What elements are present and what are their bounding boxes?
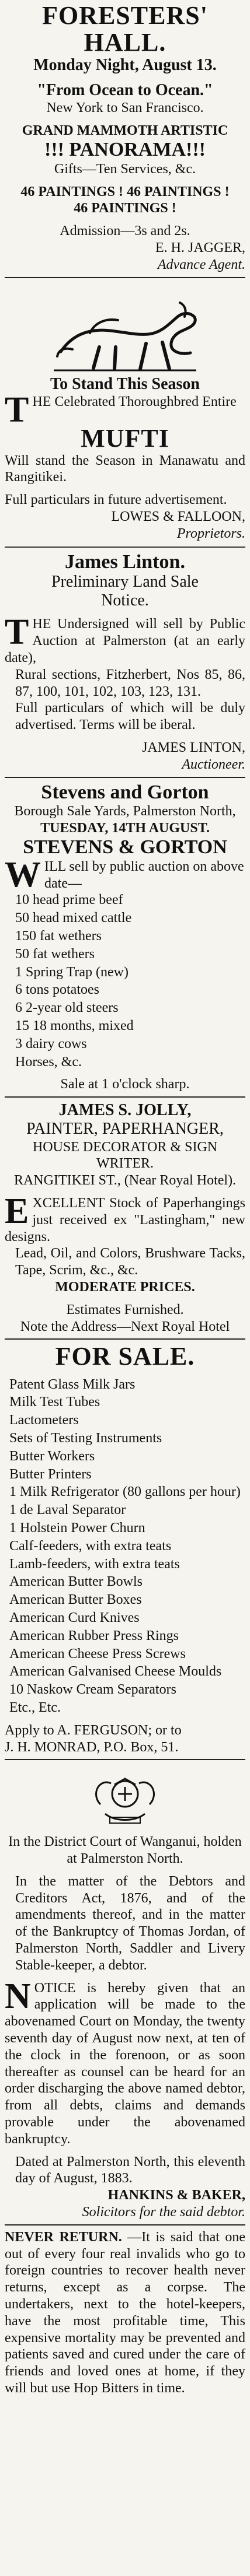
linton-sign-title: Auctioneer.: [182, 756, 245, 772]
divider: [5, 2224, 245, 2225]
linton-ad: [5, 551, 245, 778]
court-sign: HANKINS & BAKER,: [107, 2188, 245, 2203]
list-item: Etc., Etc.: [9, 1699, 61, 1715]
mufti-name: MUFTI: [81, 424, 169, 453]
ad-date: Monday Night, August 13.: [33, 56, 217, 75]
list-item: Patent Glass Milk Jars: [9, 1376, 136, 1392]
jolly-body: XCELLENT Stock of Paperhangings just received ex "Lastingham," new designs.: [5, 1196, 245, 1245]
court-dated: Dated at Palmerston North, this eleventh day of August, 1883.: [15, 2154, 245, 2186]
stevens-items: [5, 892, 245, 1070]
royal-crest-icon: [5, 1764, 245, 1834]
linton-body-2: Rural sections, Fitzherbert, Nos 85, 86, 87, 100, 101, 102, 103, 123, 131.: [15, 667, 245, 699]
mufti-where: Will stand the Season in Manawatu and Rangitikei.: [5, 453, 245, 485]
stevens-sub: Borough Sale Yards, Palmerston North,: [14, 803, 236, 819]
list-item: 15 18 months, mixed: [15, 1018, 134, 1034]
show-title: "From Ocean to Ocean.": [37, 80, 213, 99]
ad-title: FORESTERS' HALL.: [42, 1, 208, 57]
list-item: American Rubber Press Rings: [9, 1628, 179, 1643]
linton-dropcap: T: [5, 612, 29, 653]
grand-line: GRAND MAMMOTH ARTISTIC: [22, 122, 228, 138]
mufti-ad: [5, 282, 245, 548]
list-item: 50 fat wethers: [15, 946, 95, 962]
divider: [5, 1338, 245, 1340]
list-item: American Galvanised Cheese Moulds: [9, 1664, 222, 1680]
stevens-heading: Stevens and Gorton: [41, 781, 209, 803]
linton-sign: JAMES LINTON,: [142, 739, 245, 755]
agent-title: Advance Agent.: [157, 257, 245, 272]
list-item: 150 fat wethers: [15, 928, 102, 944]
list-item: American Butter Boxes: [9, 1592, 142, 1608]
paintings-line-1: 46 PAINTINGS ! 46 PAINTINGS !: [20, 184, 230, 199]
jolly-address: RANGITIKEI ST., (Near Royal Hotel).: [13, 1173, 237, 1189]
jolly-dropcap: E: [5, 1191, 29, 1231]
list-item: 6 tons potatoes: [15, 982, 99, 998]
stevens-date: TUESDAY, 14TH AUGUST.: [40, 820, 210, 836]
list-item: Butter Workers: [9, 1448, 95, 1464]
list-item: Calf-feeders, with extra teats: [9, 1538, 172, 1554]
list-item: 6 2-year old steers: [15, 1000, 119, 1016]
for-sale-apply-2: J. H. MONRAD, P.O. Box, 51.: [5, 1739, 179, 1755]
list-item: 10 head prime beef: [15, 892, 123, 908]
court-notice: [5, 1764, 245, 2225]
divider: [5, 1759, 245, 1760]
mufti-proprietors-title: Proprietors.: [176, 525, 245, 541]
jolly-estimates: Estimates Furnished.: [66, 1302, 184, 1317]
hop-bitters-body: —It is said that one out of every four real invalids who go to foreign countries to recover health never returns, except as a corpse. The undertakers, next to the hotel-keepers, have the most profitable time, This expensive mortality may be prevented and patients saved and cured under the care of friends and loved ones at home, if they will but use Hop Bitters in time.: [5, 2229, 246, 2396]
mufti-dropcap: T: [5, 390, 29, 430]
linton-title-2: Notice.: [101, 591, 149, 610]
linton-body-1: HE Undersigned will sell by Public Auction at Palmerston (at an early date),: [5, 616, 245, 665]
jolly-trade-2: HOUSE DECORATOR & SIGN WRITER.: [32, 1139, 218, 1172]
list-item: 1 Spring Trap (new): [15, 964, 129, 980]
admission: Admission—3s and 2s.: [60, 223, 190, 239]
list-item: 3 dairy cows: [15, 1036, 87, 1052]
horse-engraving-icon: [5, 282, 245, 375]
list-item: American Cheese Press Screws: [9, 1646, 186, 1662]
stevens-intro: ILL sell by public auction on above date—: [44, 858, 244, 891]
list-item: American Butter Bowls: [9, 1574, 143, 1590]
court-dropcap: N: [5, 1976, 31, 2016]
list-item: American Curd Knives: [9, 1610, 140, 1625]
stevens-gorton-ad: [5, 781, 245, 1098]
stevens-time: Sale at 1 o'clock sharp.: [60, 1077, 190, 1092]
paintings-line-2: 46 PAINTINGS !: [74, 201, 176, 216]
list-item: Lactometers: [9, 1413, 79, 1428]
jolly-name: JAMES S. JOLLY,: [58, 1101, 192, 1120]
gifts-line: Gifts—Ten Services, &c.: [54, 161, 196, 177]
linton-title-1: Preliminary Land Sale: [51, 572, 199, 591]
linton-name: James Linton.: [65, 551, 185, 573]
mufti-proprietors: LOWES & FALLOON,: [111, 509, 245, 524]
list-item: Lamb-feeders, with extra teats: [9, 1556, 180, 1572]
mufti-intro: HE Celebrated Thoroughbred Entire: [32, 394, 237, 409]
divider: [5, 1096, 245, 1098]
divider: [5, 277, 245, 278]
court-notice-text: OTICE is hereby given that an application will be made to the abovenamed Court on Monday, the twenty seventh day of August now next, at ten of the clock in the forenoon, or as soon thereafter as counsel can be heard for an order discharging the above named debtor, from all debts, claims and demands provable under the abovenamed bankruptcy.: [5, 1980, 245, 2147]
list-item: 1 Milk Refrigerator (80 gallons per hour): [9, 1484, 241, 1500]
court-heading: In the District Court of Wanganui, holden at Palmerston North.: [8, 1834, 242, 1867]
list-item: 50 head mixed cattle: [15, 910, 132, 926]
list-item: 1 Holstein Power Churn: [9, 1520, 145, 1536]
for-sale-items: [5, 1376, 245, 1716]
stevens-dropcap: W: [5, 854, 41, 895]
agent-name: E. H. JAGGER,: [155, 240, 245, 255]
jolly-note: Note the Address—Next Royal Hotel: [20, 1319, 230, 1334]
panorama-line: !!! PANORAMA!!!: [44, 139, 206, 161]
list-item: 1 de Laval Separator: [9, 1502, 126, 1518]
stevens-brand: STEVENS & GORTON: [23, 836, 227, 858]
jolly-prices: MODERATE PRICES.: [55, 1279, 195, 1295]
for-sale-heading: FOR SALE.: [55, 1342, 195, 1371]
foresters-hall-ad: [5, 2, 245, 278]
divider: [5, 777, 245, 778]
for-sale-ad: [5, 1343, 245, 1760]
linton-body-3: Full particulars of which will be duly advertised. Terms will be iberal.: [15, 700, 245, 733]
hop-bitters-item: [5, 2229, 245, 2397]
jolly-trade: PAINTER, PAPERHANGER,: [26, 1120, 224, 1138]
mufti-notice: Full particulars in future advertisement.: [5, 492, 227, 508]
court-sign-title: Solicitors for the said debtor.: [82, 2205, 245, 2220]
list-item: Horses, &c.: [15, 1054, 82, 1070]
mufti-heading: To Stand This Season: [50, 374, 200, 393]
jolly-ad: [5, 1101, 245, 1340]
hop-bitters-heading: NEVER RETURN.: [5, 2229, 122, 2245]
divider: [5, 546, 245, 548]
list-item: Sets of Testing Instruments: [9, 1430, 162, 1446]
court-matter: In the matter of the Debtors and Creditors Act, 1876, and of the amendments thereof, and in the matter of the Bankruptcy of Thomas Jordan, of Palmerston North, Saddler and Livery Stable-keeper, a debtor.: [15, 1873, 245, 1973]
list-item: 10 Naskow Cream Separators: [9, 1682, 176, 1698]
route: New York to San Francisco.: [46, 100, 204, 115]
list-item: Milk Test Tubes: [9, 1394, 100, 1410]
jolly-body-2: Lead, Oil, and Colors, Brushware Tacks, Tape, Scrim, &c., &c.: [15, 1246, 245, 1278]
list-item: Butter Printers: [9, 1466, 92, 1482]
for-sale-apply: Apply to A. FERGUSON; or to: [5, 1722, 182, 1738]
